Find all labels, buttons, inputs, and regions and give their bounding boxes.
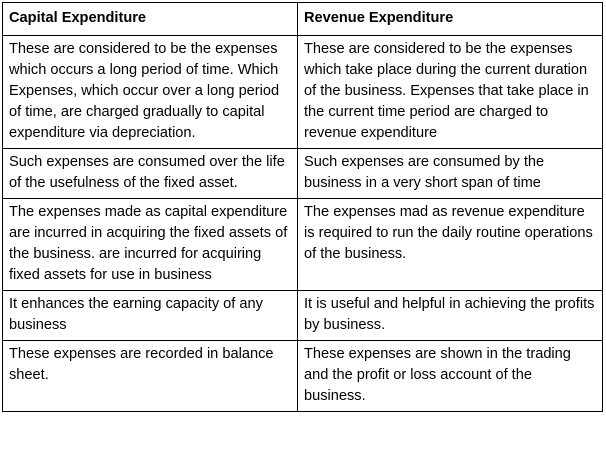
table-row	[3, 341, 603, 412]
capital-cell	[3, 36, 298, 149]
revenue-cell	[298, 149, 603, 199]
table-body	[3, 36, 603, 412]
cell-text: These are considered to be the expenses which occurs a long period of time. Which Expenses, which occur over a long period of time, are charged gradually to capital expenditure via depreciation.	[9, 41, 280, 141]
cell-text: The expenses made as capital expenditure are incurred in acquiring the fixed assets of the business. are incurred for acquiring fixed assets for use in business	[9, 204, 288, 283]
capital-cell	[3, 341, 298, 412]
capital-cell	[3, 291, 298, 341]
comparison-table	[2, 2, 603, 412]
cell-text: It is useful and helpful in achieving the profits by business.	[304, 296, 595, 333]
capital-cell	[3, 199, 298, 291]
table-row	[3, 199, 603, 291]
cell-text: These expenses are recorded in balance sheet.	[9, 346, 274, 383]
cell-text: Such expenses are consumed by the business in a very short span of time	[304, 154, 545, 191]
table-row	[3, 149, 603, 199]
header-capital-expenditure: Capital Expenditure	[3, 3, 298, 36]
header-revenue-expenditure: Revenue Expenditure	[298, 3, 603, 36]
revenue-cell	[298, 36, 603, 149]
table-row	[3, 36, 603, 149]
capital-cell	[3, 149, 298, 199]
cell-text: These are considered to be the expenses which take place during the current duration of the business. Expenses that take place in the current time period are charged to revenue expenditure	[304, 41, 589, 141]
revenue-cell	[298, 341, 603, 412]
table-row	[3, 291, 603, 341]
revenue-cell	[298, 199, 603, 291]
cell-text: These expenses are shown in the trading and the profit or loss account of the business.	[304, 346, 571, 404]
cell-text: Such expenses are consumed over the life of the usefulness of the fixed asset.	[9, 154, 285, 191]
cell-text: The expenses mad as revenue expenditure is required to run the daily routine operations of the business.	[304, 204, 593, 262]
header-row	[3, 3, 603, 36]
revenue-cell	[298, 291, 603, 341]
cell-text: It enhances the earning capacity of any business	[9, 296, 263, 333]
table-header	[3, 3, 603, 36]
